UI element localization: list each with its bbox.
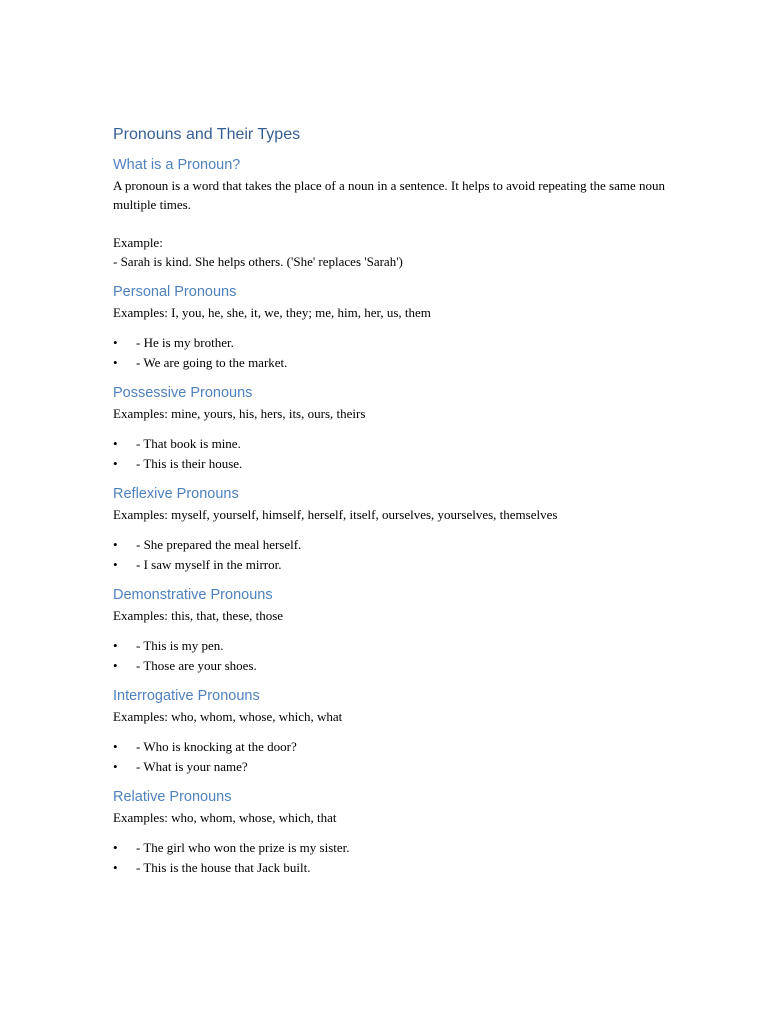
example-label: Example: [113, 235, 163, 250]
section-examples: Examples: who, whom, whose, which, that [113, 810, 337, 825]
section-reflexive-pronouns [113, 484, 673, 574]
bullet-icon: • [113, 436, 118, 451]
bullet-icon: • [113, 638, 118, 653]
list-item [113, 555, 673, 575]
list-item-text: - We are going to the market. [136, 354, 288, 370]
bullet-list [113, 737, 673, 776]
example-line: - Sarah is kind. She helps others. ('She' replaces 'Sarah') [113, 254, 403, 269]
section-examples: Examples: who, whom, whose, which, what [113, 709, 343, 724]
bullet-icon: • [113, 354, 118, 370]
bullet-list [113, 636, 673, 675]
bullet-icon: • [113, 840, 118, 855]
bullet-list [113, 838, 673, 877]
section-heading-what-is-pronoun: What is a Pronoun? [113, 157, 241, 173]
section-examples: Examples: this, that, these, those [113, 608, 284, 623]
list-item [113, 656, 673, 676]
list-item [113, 454, 673, 474]
section-demonstrative-pronouns [113, 585, 673, 675]
list-item [113, 757, 673, 777]
bullet-list [113, 434, 673, 473]
section-heading: Demonstrative Pronouns [113, 587, 273, 603]
list-item-text: - What is your name? [136, 758, 248, 774]
list-item-text: - Who is knocking at the door? [136, 739, 297, 754]
bullet-icon: • [113, 537, 118, 552]
section-examples: Examples: mine, yours, his, hers, its, ours, theirs [113, 406, 366, 421]
list-item-text: - I saw myself in the mirror. [136, 556, 282, 572]
list-item-text: - This is my pen. [136, 638, 224, 653]
list-item-text: - This is their house. [136, 455, 243, 471]
bullet-icon: • [113, 758, 118, 774]
list-item [113, 353, 673, 373]
bullet-list [113, 333, 673, 372]
section-heading: Interrogative Pronouns [113, 688, 260, 704]
bullet-icon: • [113, 739, 118, 754]
list-item [113, 535, 673, 555]
document-title: Pronouns and Their Types [113, 126, 301, 143]
intro-paragraph: A pronoun is a word that takes the place of a noun in a sentence. It helps to avoid repeating the same noun multiple times. [113, 178, 665, 212]
section-heading: Possessive Pronouns [113, 385, 253, 401]
bullet-icon: • [113, 657, 118, 673]
list-item [113, 737, 673, 757]
bullet-icon: • [113, 859, 118, 875]
section-relative-pronouns [113, 787, 673, 877]
list-item-text: - This is the house that Jack built. [136, 859, 311, 875]
bullet-icon: • [113, 455, 118, 471]
document-page [113, 124, 673, 877]
section-possessive-pronouns [113, 383, 673, 473]
list-item [113, 838, 673, 858]
section-examples: Examples: myself, yourself, himself, herself, itself, ourselves, yourselves, themselves [113, 507, 558, 522]
bullet-list [113, 535, 673, 574]
section-heading: Personal Pronouns [113, 284, 237, 300]
list-item-text: - That book is mine. [136, 436, 241, 451]
list-item-text: - Those are your shoes. [136, 657, 257, 673]
list-item [113, 333, 673, 353]
list-item [113, 434, 673, 454]
list-item-text: - The girl who won the prize is my sister. [136, 840, 350, 855]
bullet-icon: • [113, 335, 118, 350]
list-item [113, 636, 673, 656]
section-personal-pronouns [113, 282, 673, 372]
section-heading: Relative Pronouns [113, 789, 232, 805]
list-item-text: - He is my brother. [136, 335, 234, 350]
section-heading: Reflexive Pronouns [113, 486, 239, 502]
bullet-icon: • [113, 556, 118, 572]
paragraph-spacer [113, 214, 673, 233]
list-item [113, 858, 673, 878]
section-examples: Examples: I, you, he, she, it, we, they; me, him, her, us, them [113, 305, 431, 320]
section-interrogative-pronouns [113, 686, 673, 776]
list-item-text: - She prepared the meal herself. [136, 537, 302, 552]
